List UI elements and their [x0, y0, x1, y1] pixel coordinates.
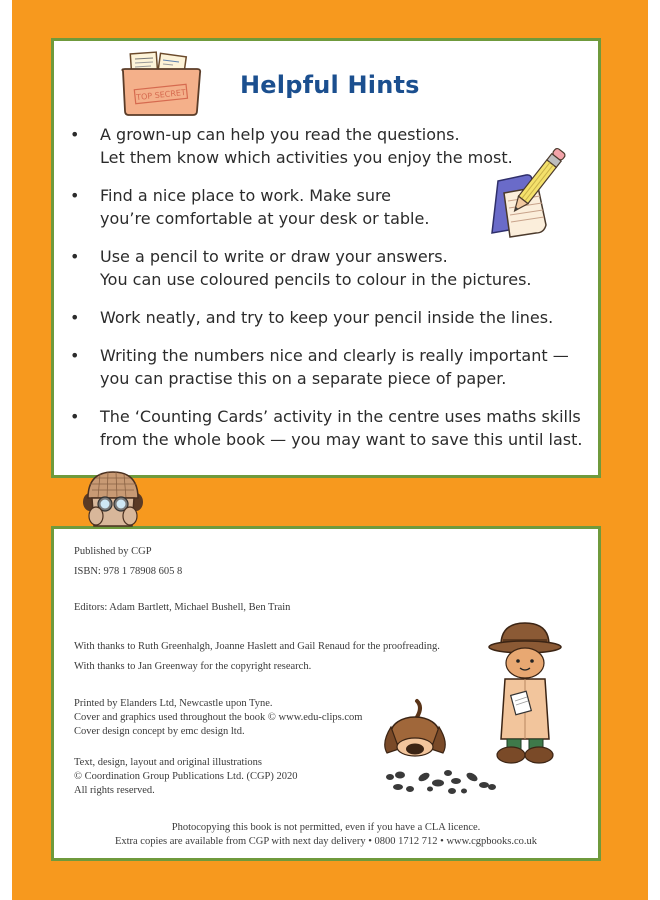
hint-text: you can practise this on a separate piece of paper. — [100, 369, 507, 388]
bullet: • — [70, 247, 80, 266]
rights-text: All rights reserved. — [74, 785, 155, 796]
copyright-text: © Coordination Group Publications Ltd. (CGP) 2020 — [74, 771, 298, 782]
hint-text: The ‘Counting Cards’ activity in the centre uses maths skills — [100, 407, 581, 426]
photocopy-notice: Photocopying this book is not permitted, even if you have a CLA licence. — [171, 822, 481, 833]
page-title: Helpful Hints — [240, 71, 420, 99]
bullet: • — [70, 407, 80, 426]
hint-item — [54, 123, 594, 169]
editors-block — [74, 601, 290, 615]
thanks-block — [74, 640, 440, 674]
isbn-text: ISBN: 978 1 78908 605 8 — [74, 566, 183, 577]
editors-text: Editors: Adam Bartlett, Michael Bushell, Ben Train — [74, 602, 291, 613]
detective-binoculars-icon — [78, 468, 148, 530]
top-secret-folder-icon — [117, 49, 207, 121]
cover-design-text: Cover design concept by emc design ltd. — [74, 726, 245, 737]
printed-by-text: Printed by Elanders Ltd, Newcastle upon Tyne. — [74, 698, 273, 709]
thanks-copyright-text: With thanks to Jan Greenway for the copyright research. — [74, 661, 312, 672]
hint-text: Work neatly, and try to keep your pencil inside the lines. — [100, 308, 554, 327]
publisher-block — [74, 545, 182, 579]
hint-item — [54, 405, 594, 451]
hint-text: from the whole book — you may want to save this until last. — [100, 430, 583, 449]
hints-list — [54, 123, 594, 466]
svg-text:TOP SECRET: TOP SECRET — [135, 87, 187, 103]
helpful-hints-panel — [51, 38, 601, 478]
hint-text: Use a pencil to write or draw your answers. — [100, 247, 448, 266]
bullet: • — [70, 125, 80, 144]
hint-item — [54, 344, 594, 390]
thanks-proofreading-text: With thanks to Ruth Greenhalgh, Joanne Haslett and Gail Renaud for the proofreading. — [74, 641, 440, 652]
hint-text: Writing the numbers nice and clearly is really important — — [100, 346, 569, 365]
hint-text: you’re comfortable at your desk or table. — [100, 209, 430, 228]
bullet: • — [70, 186, 80, 205]
footprints-icon — [384, 767, 499, 797]
sniffer-dog-icon — [379, 697, 451, 762]
detective-boy-icon — [487, 617, 562, 767]
publication-info-panel — [51, 526, 601, 861]
cover-graphics-text: Cover and graphics used throughout the book © www.edu-clips.com — [74, 712, 363, 723]
extra-copies-notice: Extra copies are available from CGP with next day delivery • 0800 1712 712 • www.cgpbooks.co.uk — [114, 836, 538, 847]
hint-text: Find a nice place to work. Make sure — [100, 186, 392, 205]
hint-text: You can use coloured pencils to colour in the pictures. — [100, 270, 532, 289]
copyright-block — [74, 756, 298, 798]
hint-item — [54, 306, 594, 329]
hint-text: A grown-up can help you read the questions. — [100, 125, 460, 144]
text-design-text: Text, design, layout and original illustrations — [74, 757, 262, 768]
bullet: • — [70, 346, 80, 365]
publisher-text: Published by CGP — [74, 546, 152, 557]
hint-text: Let them know which activities you enjoy the most. — [100, 148, 513, 167]
footer-notice — [54, 821, 598, 849]
hint-item — [54, 184, 594, 230]
printing-block — [74, 697, 362, 739]
hint-item — [54, 245, 594, 291]
bullet: • — [70, 308, 80, 327]
